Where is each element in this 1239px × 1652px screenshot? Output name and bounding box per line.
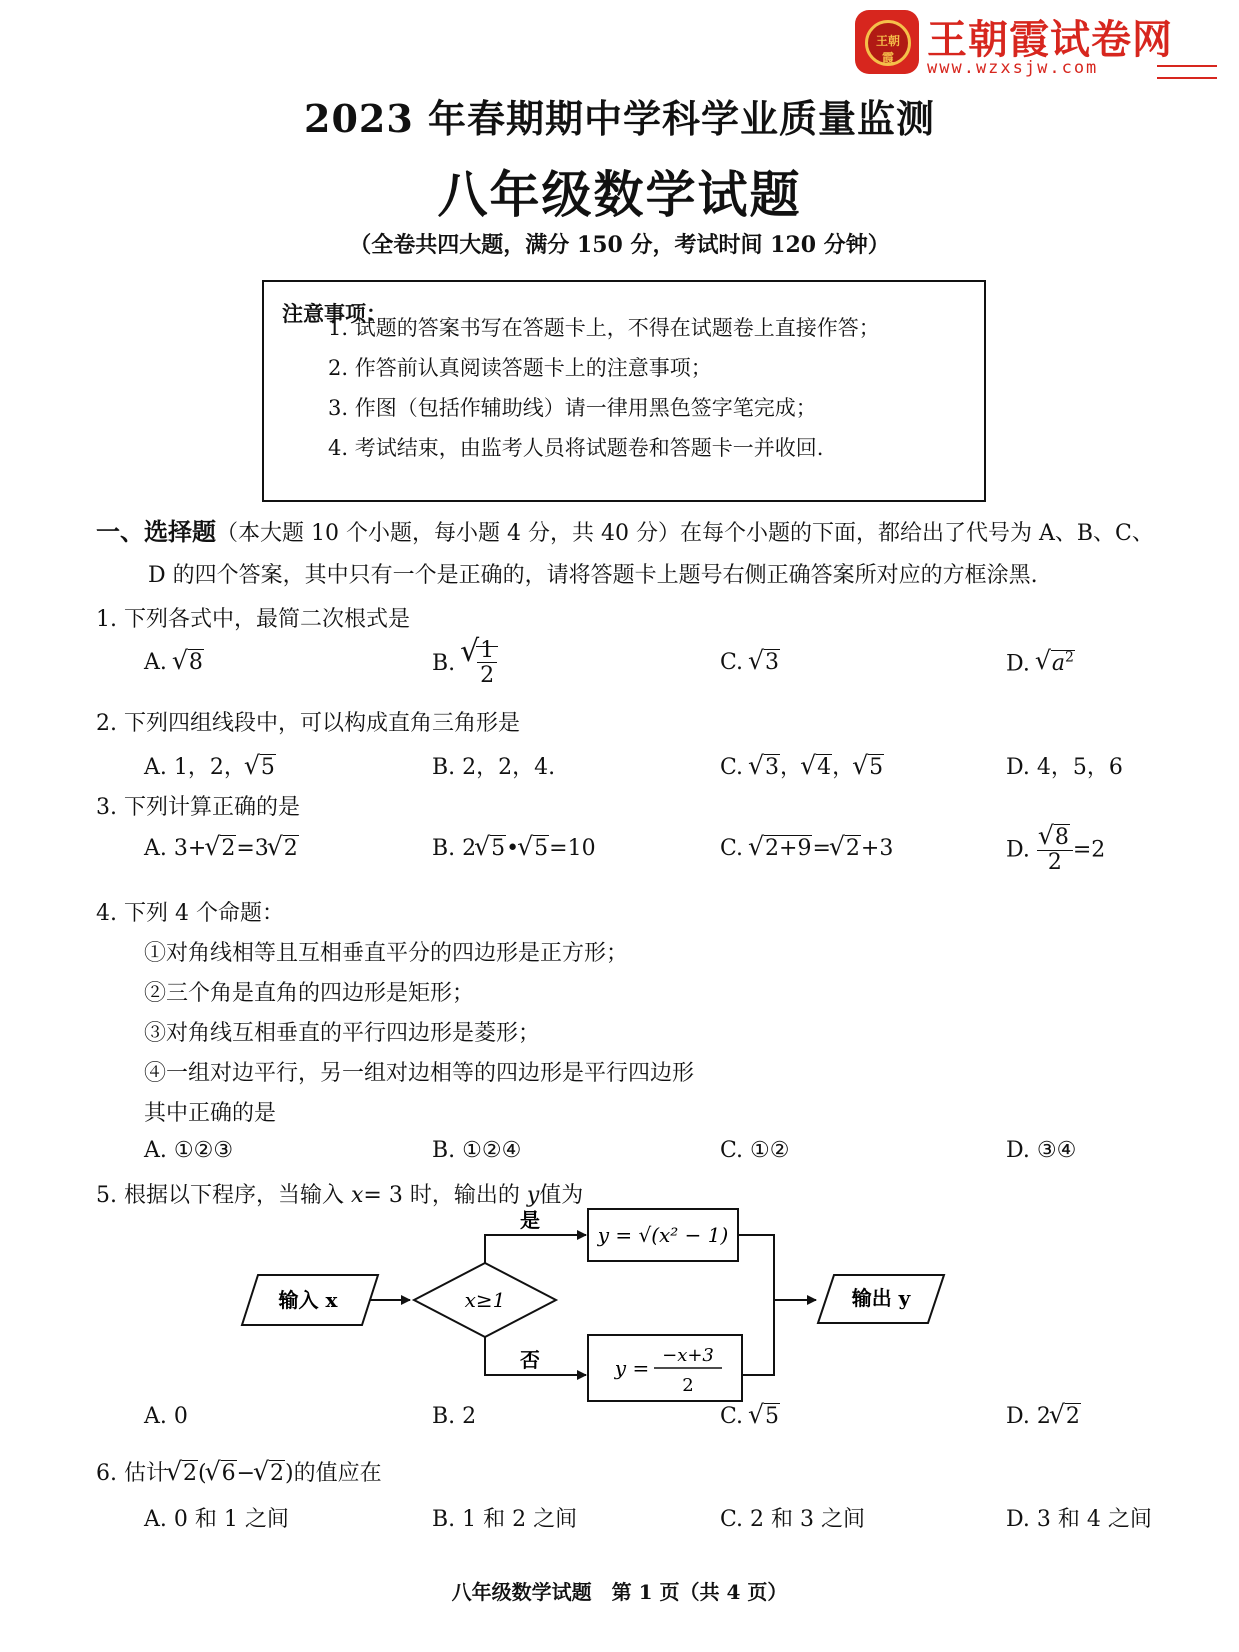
q3-a-eq: =3: [236, 836, 269, 861]
q5-option-d: [1006, 1404, 1081, 1429]
flow-formula-no-left: y =: [614, 1356, 650, 1380]
q2-option-d: D. 4，5，6: [1006, 755, 1123, 780]
q3-d-label: D.: [1006, 837, 1030, 863]
q6-radicand-2: 6: [221, 1461, 236, 1486]
q1-a-label: A.: [144, 650, 167, 675]
q5-option-c: [720, 1404, 780, 1429]
q2-option-c: [720, 750, 884, 781]
flow-arrow-yes: [485, 1235, 586, 1263]
q3-c-post: +3: [860, 836, 894, 861]
q3-b-radicand-1: 5: [491, 836, 506, 861]
q5-stem-mid: = 3 时，输出的: [363, 1183, 520, 1208]
q2-c-radicand-3: 5: [869, 755, 884, 780]
q3-c-eq: =: [812, 836, 831, 861]
section-heading-line: [96, 512, 1154, 547]
q4-proposition-4: ④一组对边平行，另一组对边相等的四边形是平行四边形: [144, 1061, 695, 1086]
q6-option-a: A. 0 和 1 之间: [144, 1507, 289, 1532]
q4-ask: 其中正确的是: [144, 1101, 277, 1126]
section-desc-2: D 的四个答案，其中只有一个是正确的，请将答题卡上题号右侧正确答案所对应的方框涂黑.: [148, 563, 1038, 588]
q2-stem: 2. 下列四组线段中，可以构成直角三角形是: [96, 711, 520, 736]
q5-c-radicand: 5: [765, 1404, 780, 1429]
q5-var-y: y: [526, 1183, 540, 1208]
flow-input-label: 输入 x: [278, 1288, 338, 1312]
flowchart-diagram: [240, 1205, 1020, 1405]
notice-title: 注意事项：: [282, 301, 387, 326]
q3-option-a: [144, 836, 299, 861]
logo-badge-icon: [855, 10, 919, 74]
notice-box: [262, 280, 986, 502]
q4-option-c: C. ①②: [720, 1138, 790, 1163]
q2-option-b: B. 2，2，4.: [432, 755, 556, 780]
q2-c-radicand-1: 3: [765, 755, 780, 780]
logo-badge-text: 王朝霞: [875, 34, 900, 65]
q2-a-radicand: 5: [260, 755, 275, 780]
page-footer: 八年级数学试题 第 1 页（共 4 页）: [451, 1580, 788, 1604]
q4-option-d: D. ③④: [1006, 1138, 1077, 1163]
q5-d-label: D.: [1006, 1404, 1030, 1429]
notice-item: 2. 作答前认真阅读答题卡上的注意事项；: [328, 356, 712, 380]
q1-d-exponent: 2: [1064, 650, 1074, 666]
q2-option-a: [144, 750, 276, 781]
flow-formula-yes: y = √(x² − 1): [597, 1223, 729, 1247]
exam-subtitle: 2023 年春期期中学科学业质量监测: [304, 96, 935, 141]
q3-a-radicand-2: 2: [283, 836, 298, 861]
q6-stem: 6. 估计√ 2(√ 6−√ 2)的值应在: [96, 1456, 382, 1487]
q6-radicand-3: 2: [270, 1461, 285, 1486]
q5-stem-pre: 5. 根据以下程序，当输入: [96, 1183, 344, 1208]
q3-b-eq: =10: [549, 836, 596, 861]
q3-c-radicand-1: 2+9: [765, 836, 812, 861]
flow-output-label: 输出 y: [851, 1286, 911, 1310]
q5-var-x: x: [350, 1183, 364, 1208]
q1-option-b: [432, 638, 498, 688]
q1-a-radicand: 8: [188, 650, 203, 675]
q3-c-radicand-2: 2: [845, 836, 860, 861]
flow-formula-no-den: 2: [682, 1375, 694, 1396]
q1-option-c: [720, 650, 780, 675]
q3-a-radicand-1: 2: [221, 836, 236, 861]
q1-c-label: C.: [720, 650, 744, 675]
q3-b-pre: 2: [462, 836, 477, 861]
q4-option-a: A. ①②③: [144, 1138, 234, 1163]
q6-radicand-1: 2: [182, 1461, 197, 1486]
q5-d-radicand: 2: [1065, 1404, 1080, 1429]
brand-logo: [855, 10, 1225, 80]
logo-name: 王朝霞试卷网: [927, 17, 1173, 63]
q3-option-d: [1006, 826, 1105, 875]
q1-b-num: √ 1: [477, 638, 497, 663]
q1-b-den: 2: [480, 662, 495, 689]
q5-stem-post: 值为: [539, 1183, 584, 1208]
q5-d-pre: 2: [1036, 1404, 1051, 1429]
q1-stem: 1. 下列各式中，最简二次根式是: [96, 607, 410, 632]
q3-option-b: [432, 836, 596, 861]
q3-option-c: [720, 836, 893, 861]
flow-no-label: 否: [520, 1348, 540, 1372]
q1-d-label: D.: [1006, 651, 1030, 677]
notice-item: 1. 试题的答案书写在答题卡上，不得在试题卷上直接作答；: [328, 316, 880, 340]
flow-condition: x≥1: [464, 1288, 506, 1312]
q3-b-radicand-2: 5: [534, 836, 549, 861]
exam-info: （全卷共四大题，满分 150 分，考试时间 120 分钟）: [349, 232, 890, 258]
q2-c-label: C.: [720, 755, 744, 780]
q3-d-radicand: 8: [1054, 825, 1069, 850]
q6-stem-post: 的值应在: [293, 1461, 382, 1486]
q4-proposition-2: ②三个角是直角的四边形是矩形；: [144, 981, 475, 1006]
q3-d-eq: =2: [1072, 837, 1106, 863]
notice-item: 4. 考试结束，由监考人员将试题卷和答题卡一并收回.: [328, 436, 824, 460]
logo-decor-lines: [1157, 65, 1217, 79]
flow-merge-line: [738, 1235, 774, 1375]
q4-proposition-1: ①对角线相等且互相垂直平分的四边形是正方形；: [144, 941, 629, 966]
q3-b-dot: •: [506, 836, 520, 861]
q2-a-label: A. 1，2，: [144, 755, 246, 780]
logo-url: www.wzxsjw.com: [927, 58, 1099, 78]
q3-c-label: C.: [720, 836, 744, 861]
section-desc-1: （本大题 10 个小题，每小题 4 分，共 40 分）在每个小题的下面，都给出了代号为 A、B、C、: [216, 521, 1154, 546]
q6-option-c: C. 2 和 3 之间: [720, 1507, 866, 1532]
q2-c-sep: ，: [780, 755, 803, 780]
q2-c-radicand-2: 4: [817, 755, 832, 780]
q5-option-b: B. 2: [432, 1404, 477, 1429]
section-heading: 一、选择题: [96, 517, 216, 546]
q6-option-d: D. 3 和 4 之间: [1006, 1507, 1152, 1532]
q6-option-b: B. 1 和 2 之间: [432, 1507, 578, 1532]
flow-formula-no-num: −x+3: [662, 1345, 714, 1366]
q6-stem-pre: 6. 估计: [96, 1461, 168, 1486]
q1-option-a: [144, 650, 204, 675]
q5-c-label: C.: [720, 1404, 744, 1429]
q6-minus: −: [236, 1461, 256, 1486]
q1-option-d: [1006, 650, 1075, 676]
q3-a-pre: 3+: [173, 836, 207, 861]
q4-option-b: B. ①②④: [432, 1138, 522, 1163]
q4-proposition-3: ③对角线互相垂直的平行四边形是菱形；: [144, 1021, 541, 1046]
flow-yes-label: 是: [520, 1208, 540, 1232]
q1-b-label: B.: [432, 650, 456, 676]
notice-item: 3. 作图（包括作辅助线）请一律用黑色签字笔完成；: [328, 396, 817, 420]
q3-a-label: A.: [144, 836, 167, 861]
q1-c-radicand: 3: [765, 650, 780, 675]
q2-c-sep: ，: [832, 755, 855, 780]
q1-d-radicand: a: [1051, 651, 1065, 677]
q3-d-den: 2: [1047, 850, 1062, 876]
q5-option-a: A. 0: [144, 1404, 188, 1429]
q4-stem: 4. 下列 4 个命题：: [96, 901, 284, 926]
q3-stem: 3. 下列计算正确的是: [96, 795, 300, 820]
q3-b-label: B.: [432, 836, 456, 861]
exam-title: 八年级数学试题: [437, 165, 802, 224]
